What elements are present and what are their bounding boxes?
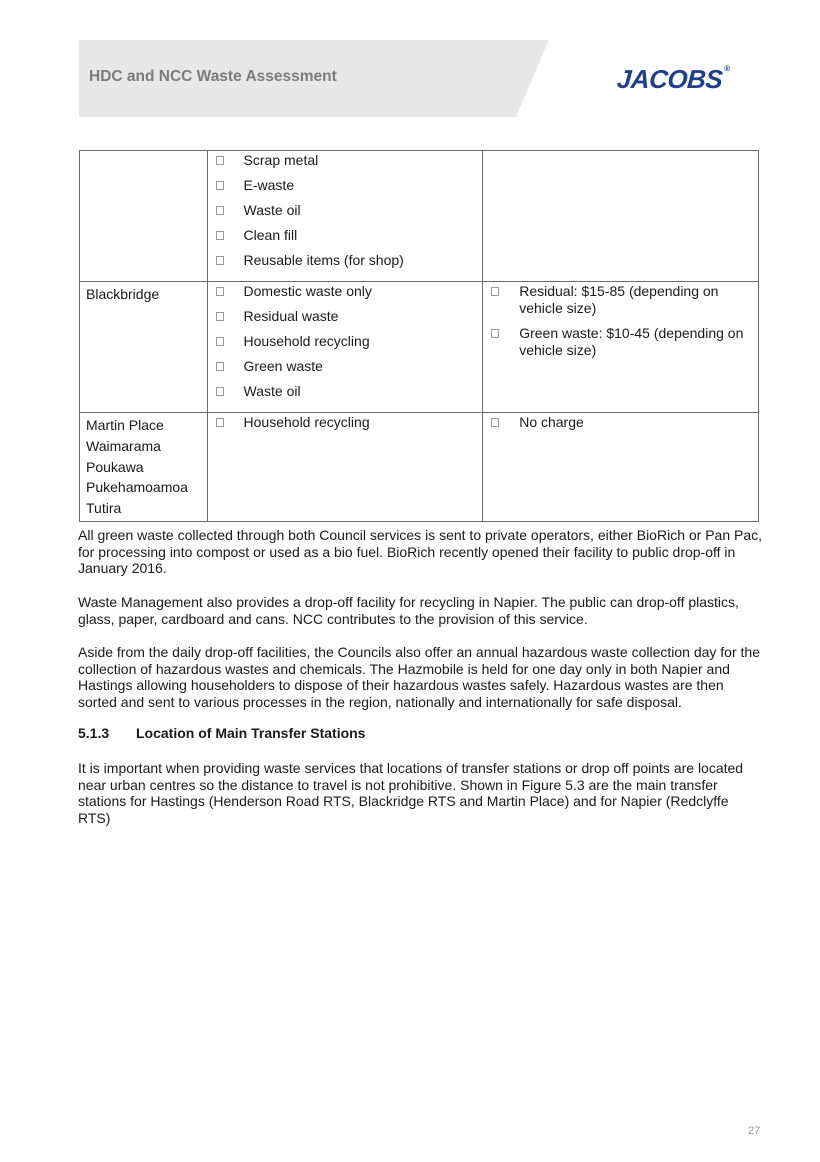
paragraph-waste-management: Waste Management also provides a drop-off facility for recycling in Napier. The public can drop-off plastics, glass, paper, cardboard and cans. NCC contributes to the provision of this service. xyxy=(78,594,739,627)
site-name: Poukawa xyxy=(86,458,144,475)
charges-list xyxy=(483,282,758,371)
services-cell xyxy=(207,282,483,413)
service-item-text: Green waste xyxy=(243,358,323,374)
charges-cell xyxy=(483,151,759,282)
service-item xyxy=(208,252,483,277)
service-item xyxy=(208,283,483,308)
logo-text: JACOBS xyxy=(615,64,724,94)
bullet-box-icon xyxy=(491,329,499,338)
charges-cell xyxy=(483,282,759,413)
site-cell xyxy=(80,151,208,282)
charge-item xyxy=(483,325,758,367)
service-item xyxy=(208,308,483,333)
paragraph-hazardous-waste: Aside from the daily drop-off facilities, the Councils also offer an annual hazardous waste collection day for the collection of hazardous wastes and chemicals. The Hazmobile is held for one day only in both Napier and Hastings allowing householders to dispose of their hazardous wastes safely. Hazardous wastes are then sorted and sent to various processes in the region, nationally and internationally for safe disposal. xyxy=(78,644,760,710)
bullet-box-icon xyxy=(491,418,499,427)
service-item-text: Waste oil xyxy=(243,202,301,218)
service-item xyxy=(208,383,483,408)
document-title: HDC and NCC Waste Assessment xyxy=(89,68,337,85)
services-list xyxy=(208,282,483,412)
bullet-box-icon xyxy=(216,387,224,396)
bullet-box-icon xyxy=(216,181,224,190)
service-item-text: Domestic waste only xyxy=(243,283,372,299)
site-name: Martin Place xyxy=(86,417,164,433)
bullet-box-icon xyxy=(216,337,224,346)
page-number: 27 xyxy=(748,1125,761,1137)
service-item-text: Clean fill xyxy=(243,227,298,243)
service-item xyxy=(208,202,483,227)
table-row xyxy=(80,413,759,522)
table-row xyxy=(80,282,759,413)
service-item xyxy=(208,358,483,383)
bullet-box-icon xyxy=(216,206,224,215)
charge-item-text: No charge xyxy=(519,414,584,430)
site-name: Blackbridge xyxy=(86,286,160,302)
section-title: Location of Main Transfer Stations xyxy=(136,725,366,741)
charges-cell xyxy=(483,413,759,522)
facilities-table-body xyxy=(80,151,759,522)
service-item-text: Reusable items (for shop) xyxy=(243,252,404,268)
service-item xyxy=(208,152,483,177)
facilities-table xyxy=(79,150,759,522)
services-cell xyxy=(207,151,483,282)
section-heading xyxy=(78,725,365,741)
site-name: Waimarama xyxy=(86,437,161,454)
bullet-box-icon xyxy=(216,362,224,371)
site-name: Pukehamoamoa xyxy=(86,479,188,496)
service-item-text: Household recycling xyxy=(243,414,370,430)
site-name: Tutira xyxy=(86,500,122,517)
services-list xyxy=(208,413,483,443)
service-item-text: Residual waste xyxy=(243,308,339,324)
charge-item-text: Green waste: $10-45 (depending on vehicle size) xyxy=(519,325,744,358)
table-row xyxy=(80,151,759,282)
charge-item xyxy=(483,414,758,439)
bullet-box-icon xyxy=(216,256,224,265)
service-item-text: E-waste xyxy=(243,177,295,193)
bullet-box-icon xyxy=(216,156,224,165)
services-cell xyxy=(207,413,483,522)
site-cell xyxy=(80,413,208,522)
service-item-text: Waste oil xyxy=(243,383,301,399)
bullet-box-icon xyxy=(491,287,499,296)
section-number: 5.1.3 xyxy=(78,725,110,741)
bullet-box-icon xyxy=(216,287,224,296)
service-item-text: Scrap metal xyxy=(243,152,319,168)
service-item xyxy=(208,227,483,252)
paragraph-transfer-stations: It is important when providing waste services that locations of transfer stations or drop off points are located near urban centres so the distance to travel is not prohibitive. Shown in Figure 5.3 are the main transfer stations for Hastings (Henderson Road RTS, Blackridge RTS and Martin Place) and for Napier (Redclyffe RTS) xyxy=(78,760,744,826)
service-item xyxy=(208,414,483,439)
bullet-box-icon xyxy=(216,418,224,427)
bullet-box-icon xyxy=(216,231,224,240)
site-cell xyxy=(80,282,208,413)
service-item-text: Household recycling xyxy=(243,333,370,349)
jacobs-logo xyxy=(616,64,730,95)
bullet-box-icon xyxy=(216,312,224,321)
paragraph-green-waste: All green waste collected through both Council services is sent to private operators, either BioRich or Pan Pac, for processing into compost or used as a bio fuel. BioRich recently opened their facility to public drop-off in January 2016. xyxy=(78,527,763,576)
charges-list xyxy=(483,413,758,443)
logo-registered-mark: ® xyxy=(723,64,730,73)
charge-item-text: Residual: $15-85 (depending on vehicle size) xyxy=(519,283,719,316)
service-item xyxy=(208,177,483,202)
charge-item xyxy=(483,283,758,325)
services-list xyxy=(208,151,483,281)
service-item xyxy=(208,333,483,358)
